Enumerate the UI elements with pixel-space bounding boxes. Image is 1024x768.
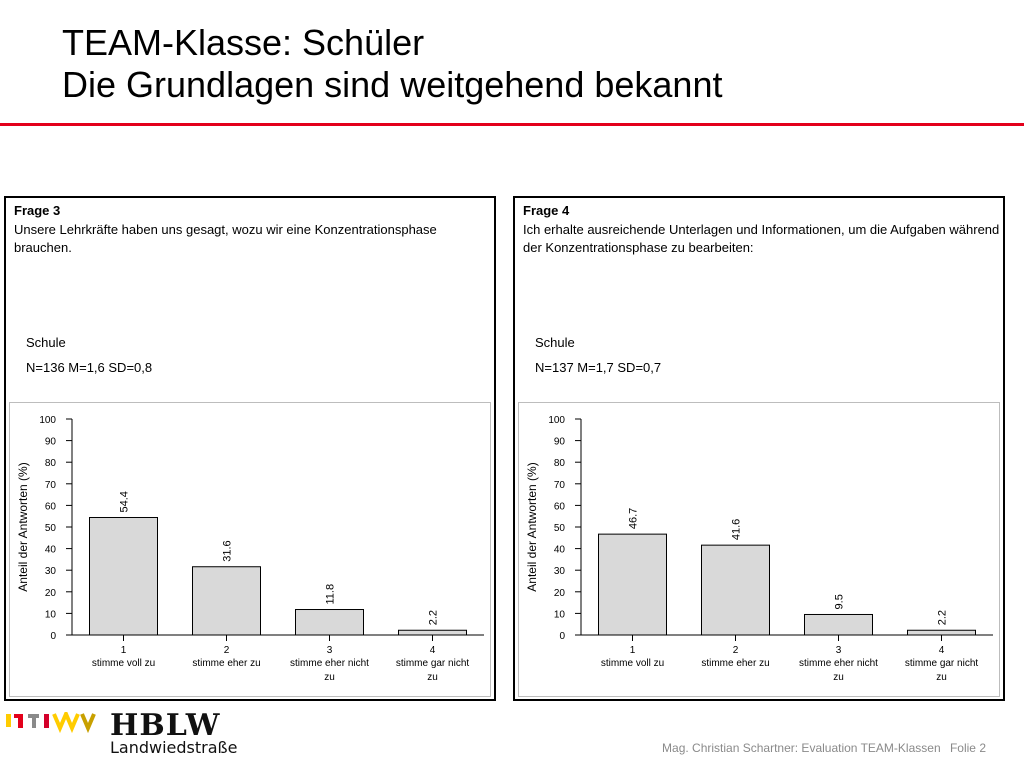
y-tick-label: 40 bbox=[44, 544, 56, 556]
x-category-label: stimme voll zu bbox=[600, 658, 665, 669]
slide-title bbox=[62, 22, 722, 106]
logo-wordmark: HBLW bbox=[110, 708, 221, 743]
y-tick-label: 30 bbox=[44, 566, 56, 578]
y-tick-label: 10 bbox=[553, 609, 565, 621]
y-tick-label: 20 bbox=[553, 587, 565, 599]
x-tick-label: 3 bbox=[326, 645, 333, 656]
bar bbox=[193, 567, 261, 635]
stats-label: N=136 M=1,6 SD=0,8 bbox=[26, 360, 153, 375]
y-tick-label: 30 bbox=[553, 566, 565, 578]
bar-value-label: 31.6 bbox=[221, 540, 234, 562]
x-tick-label: 4 bbox=[938, 645, 945, 656]
bar-value-label: 9.5 bbox=[833, 594, 846, 610]
question-text: Ich erhalte ausreichende Unterlagen und Informationen, um die Aufgaben während der Konzentrationsphase zu bearbeiten: bbox=[523, 222, 1000, 255]
bar bbox=[908, 630, 976, 635]
y-axis-label: Anteil der Antworten (%) bbox=[525, 462, 539, 592]
x-category-label: zu bbox=[324, 672, 335, 683]
y-tick-label: 90 bbox=[553, 436, 565, 448]
question-number: Frage 4 bbox=[523, 203, 570, 218]
x-tick-label: 3 bbox=[835, 645, 842, 656]
y-tick-label: 60 bbox=[44, 501, 56, 513]
footer bbox=[662, 741, 986, 755]
bar-value-label: 11.8 bbox=[324, 583, 337, 605]
x-tick-label: 1 bbox=[120, 645, 127, 656]
x-category-label: stimme voll zu bbox=[91, 658, 156, 669]
title-divider bbox=[0, 123, 1024, 126]
x-category-label: stimme eher nicht bbox=[799, 658, 878, 669]
x-category-label: stimme eher zu bbox=[701, 658, 770, 669]
bar-value-label: 46.7 bbox=[627, 507, 640, 530]
school-logo bbox=[6, 708, 246, 764]
y-tick-label: 60 bbox=[553, 501, 565, 513]
group-label: Schule bbox=[535, 335, 575, 350]
y-tick-label: 100 bbox=[39, 415, 56, 426]
logo-subtitle: Landwiedstraße bbox=[110, 738, 238, 757]
bar-value-label: 2.2 bbox=[936, 609, 949, 626]
y-tick-label: 20 bbox=[44, 587, 56, 599]
y-tick-label: 40 bbox=[553, 544, 565, 556]
bar-chart-frame bbox=[518, 402, 1000, 697]
x-category-label: stimme gar nicht bbox=[395, 658, 470, 669]
question-text: Unsere Lehrkräfte haben uns gesagt, wozu wir eine Konzentrationsphase brauchen. bbox=[14, 222, 437, 255]
y-tick-label: 100 bbox=[548, 415, 565, 426]
bar-value-label: 2.2 bbox=[427, 609, 440, 626]
y-tick-label: 50 bbox=[553, 523, 565, 534]
y-tick-label: 0 bbox=[559, 631, 565, 642]
footer-page-number: Folie 2 bbox=[949, 741, 986, 755]
group-label: Schule bbox=[26, 335, 66, 350]
footer-author: Mag. Christian Schartner: Evaluation TEAM-Klassen bbox=[662, 741, 941, 755]
stats-label: N=137 M=1,7 SD=0,7 bbox=[535, 360, 662, 375]
y-tick-label: 0 bbox=[50, 631, 56, 642]
x-tick-label: 2 bbox=[732, 645, 739, 656]
x-category-label: stimme eher nicht bbox=[290, 658, 369, 669]
y-tick-label: 10 bbox=[44, 609, 56, 621]
y-tick-label: 90 bbox=[44, 436, 56, 448]
bar-value-label: 41.6 bbox=[730, 518, 743, 541]
slide-title-line-1: TEAM-Klasse: Schüler bbox=[62, 22, 425, 63]
bar-value-label: 54.4 bbox=[118, 491, 131, 513]
question-panel-4 bbox=[513, 196, 1005, 701]
bar bbox=[399, 630, 467, 635]
question-number: Frage 3 bbox=[14, 203, 61, 218]
x-category-label: zu bbox=[936, 672, 947, 683]
y-axis-label: Anteil der Antworten (%) bbox=[16, 462, 30, 592]
x-tick-label: 1 bbox=[629, 645, 636, 656]
x-category-label: zu bbox=[427, 672, 438, 683]
bar-chart bbox=[10, 403, 490, 696]
y-tick-label: 70 bbox=[44, 479, 56, 491]
slide-title-line-2: Die Grundlagen sind weitgehend bekannt bbox=[62, 64, 723, 105]
logo-mark-icon bbox=[6, 712, 102, 734]
bar bbox=[702, 545, 770, 635]
question-panel-3 bbox=[4, 196, 496, 701]
bar bbox=[599, 534, 667, 635]
bar bbox=[90, 517, 158, 635]
y-tick-label: 50 bbox=[44, 523, 56, 534]
y-tick-label: 70 bbox=[553, 479, 565, 491]
x-tick-label: 4 bbox=[429, 645, 436, 656]
bar bbox=[296, 610, 364, 635]
bar-chart-frame bbox=[9, 402, 491, 697]
x-category-label: stimme gar nicht bbox=[904, 658, 979, 669]
x-tick-label: 2 bbox=[223, 645, 230, 656]
x-category-label: stimme eher zu bbox=[192, 658, 261, 669]
y-tick-label: 80 bbox=[44, 458, 56, 470]
x-category-label: zu bbox=[833, 672, 844, 683]
y-tick-label: 80 bbox=[553, 458, 565, 470]
bar-chart bbox=[519, 403, 999, 696]
bar bbox=[805, 614, 873, 635]
